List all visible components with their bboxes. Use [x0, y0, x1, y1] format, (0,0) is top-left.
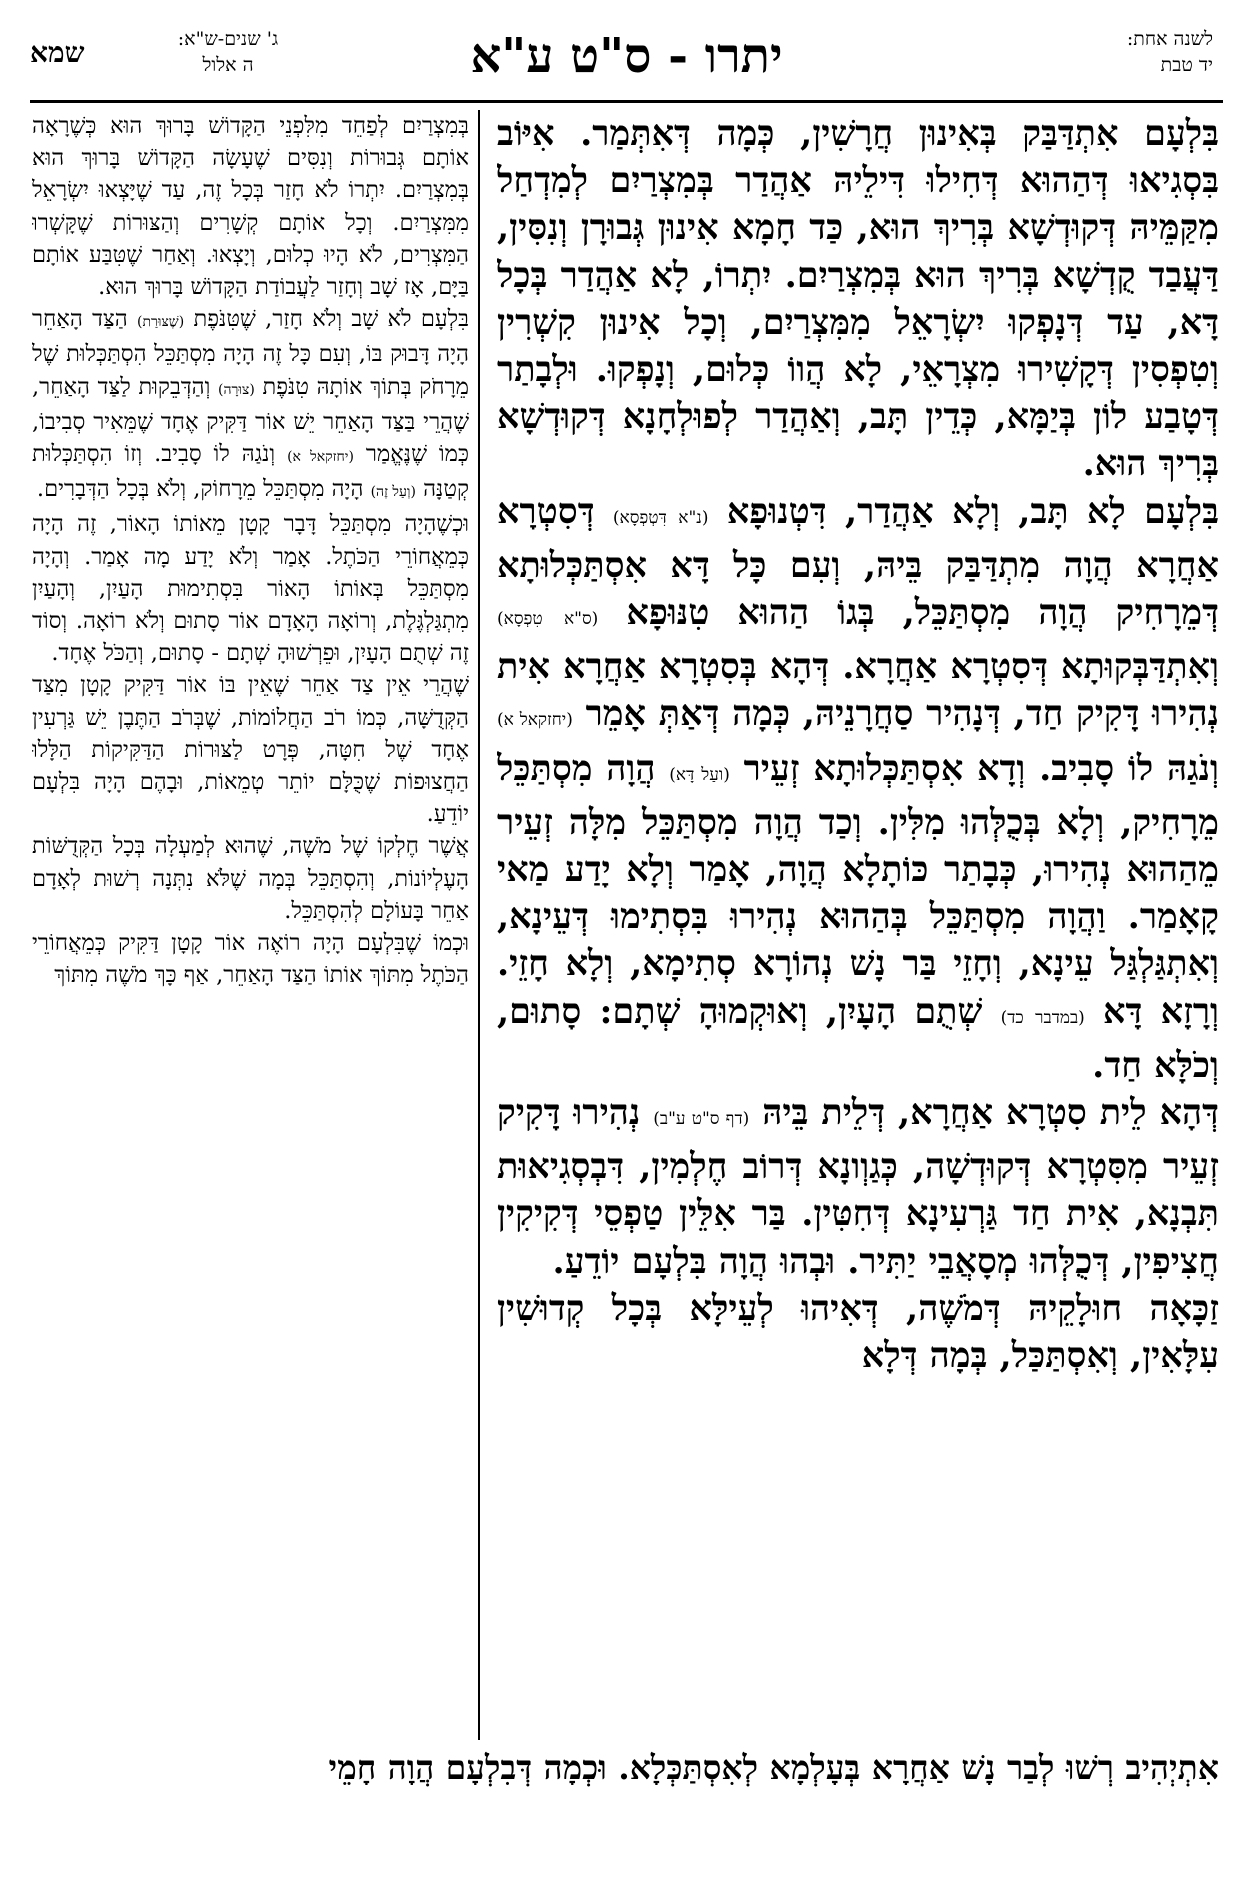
page-title: יתרו - ס"ט ע"א: [470, 28, 783, 84]
main-paragraph: [497, 1089, 1219, 1285]
variant-reading: (נ"א דִּטְפְסָא): [612, 507, 709, 528]
main-paragraph: [497, 1285, 1219, 1379]
schedule-date: ה אלול: [202, 54, 254, 76]
translation-segment: בְּמִצְרַיִם לְפַחֵד מִלִּפְנֵי הַקָּדוֹשׁ בָּרוּךְ הוּא כְּשֶׁרָאָה אוֹתָם גְּבוּרוֹת וְנִסִּים שֶׁעָשָׂה הַקָּדוֹשׁ בָּרוּךְ הוּא בְּמִצְרַיִם. יִתְרוֹ לֹא חָזַר בְּכָל זֶה, עַד שֶׁיָּצְאוּ יִשְׂרָאֵל מִמִּצְרַיִם. וְכָל אוֹתָם קְשָׁרִים וְהַצּוּרוֹת שֶׁקָּשְׁרוּ הַמִּצְרִים, לֹא הָיוּ כְלוּם, וְיָצְאוּ. וְאַחַר שֶׁטִּבַּע אוֹתָם בַּיָּם, אָז שָׁב וְחָזַר לַעֲבוֹדַת הַקָּדוֹשׁ בָּרוּךְ הוּא.: [32, 113, 469, 301]
main-text-segment: זַכָּאָה חוּלָקֵיהּ דְּמֹשֶׁה, דְּאִיהוּ לְעֵילָּא בְּכָל קְדוּשִׁין עִלָּאִין, וְאִסְתַּכַּל, בְּמָה דְּלָא: [497, 1287, 1219, 1377]
translation-segment: וְנֹגַהּ לוֹ סָבִיב. וְזוֹ הִסְתַּכְּלוּת קְטַנָּה: [32, 441, 469, 503]
translation-segment: הָיָה מִסְתַּכֵּל מֵרָחוֹק, וְלֹא בְּכָל הַדְּבָרִים.: [36, 476, 364, 503]
source-reference: (יחזקאל א): [497, 710, 573, 731]
column-divider: [478, 110, 480, 1740]
translation-column: [32, 110, 469, 1742]
main-text-column: [497, 110, 1219, 1742]
schedule-label: לשנה אחת:: [1126, 28, 1213, 50]
variant-reading: (וְעַל זֶה): [370, 484, 416, 501]
variant-reading: (ס"א טִפְסָא): [497, 609, 599, 630]
main-text-segment: דְּהָא לֵית סִטְרָא אַחֲרָא, דְּלֵית בֵּיהּ: [762, 1092, 1219, 1134]
variant-reading: (ועַל דָּא): [669, 764, 730, 785]
translation-paragraph: [32, 927, 469, 991]
main-paragraph: [497, 488, 1219, 1089]
translation-paragraph: [32, 303, 469, 508]
main-text-segment: בִּלְעָם אִתְדַּבַּק בְּאִינוּן חֲרָשִׁין, כְּמָה דְּאִתְּמַר. אִיּוֹב בִּסְגִיאוּ דְּהַהוּא דְּחִילוּ דִּילֵיהּ אַהֲדַר בְּמִצְרַיִם לְמִדְחַל מִקַּמֵּיהּ דְּקוּדְשָׁא בְּרִיךְ הוּא, כַּד חָמָא אִינוּן גְּבוּרָן וְנִסִּין, דַּעֲבַד קֻדְשָׁא בְּרִיךְ הוּא בְּמִצְרַיִם. יִתְרוֹ, לָא אַהֲדַר בְּכָל דָּא, עַד דְּנָפְקוּ יִשְׂרָאֵל מִמִּצְרַיִם, וְכָל אִינוּן קִשְׁרִין וְטִפְסִין דְּקָשִׁירוּ מִצְרָאֵי, לָא הֲווֹ כְּלוּם, וְנָפְקוּ. וּלְבָתַר דְּטָבַע לוֹן בְּיַמָּא, כְּדֵין תָּב, וְאַהֲדַר לְפוּלְחָנָא דְּקוּדְשָׁא בְּרִיךְ הוּא.: [497, 113, 1219, 485]
variant-reading: (שֶׁצּוּרַת): [137, 314, 185, 331]
main-text-segment: דְּסִטְרָא אַחֲרָא הֲוָה מִתְדַּבַּק בֵּיהּ, וְעִם כָּל דָּא אִסְתַּכְּלוּתָא דְּמֵרָחִיק הֲוָה מִסְתַּכֵּל, בְּגוֹ הַהוּא טִנּוּפָא: [497, 490, 1219, 634]
main-text-segment: הֲוָה מִסְתַּכֵּל מֵרָחִיק, וְלָא בְּכֻלְּהוּ מִלִּין. וְכַד הֲוָה מִסְתַּכֵּל מִלָּה זְעֵיר מֵהַהוּא נְהִירוּ, כְּבָתַר כּוֹתָלָא הֲוָה, אָמַר וְלָא יָדַע מַאי קָאָמַר. וַהֲוָה מִסְתַּכֵּל בְּהַהוּא נְהִירוּ בִּסְתִימוּ דְּעֵינָא, וְאִתְגַּלְגַּל עֵינָא, וְחָזֵי בַּר נָשׁ נְהוֹרָא סְתִימָא, וְלָא חָזֵי. וְרָזָא דָּא: [497, 747, 1219, 1032]
translation-paragraph: [32, 830, 469, 927]
study-schedule-three-years: [30, 26, 350, 84]
main-text-segment: נְהִירוּ דָּקִיק זְעֵיר מִסִּטְרָא דְּקוּדְשָׁה, כְּגַוְונָא דְּרוֹב חֶלְמִין, דִּבְסְגִיאוּת תִּבְנָא, אִית חַד גַּרְעִינָא דְּחִטִּין. בַּר אִלֵּין טַפְסֵי דְּקִיקִין חֲצִיפִין, דְּכֻלְּהוּ מְסָאֲבֵי יַתִּיר. וּבְהוּ הֲוָה בִּלְעָם יוֹדֵעַ.: [497, 1092, 1219, 1282]
translation-segment: הַצַּד הָאַחֵר הָיָה דָּבוּק בּוֹ, וְעִם כָּל זֶה הָיָה מִסְתַּכֵּל הִסְתַּכְּלוּת שֶׁל מֵרָחֹק בְּתוֹךְ אוֹתָהּ טִנֹּפֶת: [32, 306, 469, 400]
translation-paragraph: [32, 110, 469, 303]
main-text-segment: וְאִתְדַּבְּקוּתָא דְּסִטְרָא אַחֲרָא. דְּהָא בְּסִטְרָא אַחֲרָא אִית נְהִירוּ דָּקִיק חַד, דְּנָהִיר סַחֲרָנֵיהּ, כְּמָה דְּאַתְּ אָמֵר: [497, 646, 1219, 735]
main-text-segment: שְׁתֻם הָעָיִן, וְאוּקְמוּהָ שְׁתָם: סָתוּם, וְכֹלָּא חַד.: [497, 990, 1219, 1086]
source-reference: (יחזקאל א): [287, 449, 354, 466]
page-number: שמא: [30, 36, 85, 69]
translation-segment: שֶׁהֲרֵי אֵין צַד אַחֵר שֶׁאֵין בּוֹ אוֹר דַּקִּיק קָטָן מִצַּד הַקְּדֻשָּׁה, כְּמוֹ רֹב הַחֲלוֹמוֹת, שֶׁבְּרֹב הַתֶּבֶן יֵשׁ גַּרְעִין אֶחָד שֶׁל חִטָּה, פְּרָט לַצּוּרוֹת הַדַּקִּיקוֹת הַלָּלוּ הַחֲצוּפוֹת שֶׁכֻּלָּם יוֹתֵר טְמֵאוֹת, וּבָהֶם הָיָה בִּלְעָם יוֹדֵעַ.: [32, 672, 469, 828]
source-reference: (במדבר כד): [1000, 1007, 1085, 1028]
main-paragraph: [497, 110, 1219, 488]
schedule-label: ג' שנים-ש"א:: [177, 28, 279, 50]
page-reference: (דף ס"ט ע"ב): [653, 1109, 750, 1130]
schedule-date: יד טבת: [1160, 54, 1213, 76]
page-header: [30, 26, 1223, 104]
translation-segment: בִּלְעָם לֹא שָׁב וְלֹא חָזַר, שֶׁטִּנֹּפֶת: [193, 306, 469, 333]
variant-reading: (צוּרָה): [218, 381, 255, 398]
translation-segment: וּכְמוֹ שֶׁבִּלְעָם הָיָה רוֹאֶה אוֹר קָטָן דַּקִּיק כְּמֵאֲחוֹרֵי הַכֹּתֶל מִתּוֹךְ אוֹתוֹ הַצַּד הָאַחֵר, אַף כָּךְ מֹשֶׁה מִתּוֹךְ: [32, 930, 469, 989]
full-width-bottom-line: אִתְיְהִיב רְשׁוּ לְבַר נָשׁ אַחֲרָא בְּעָלְמָא לְאִסְתַּכְּלָא. וּכְמָה דְּבִלְעָם הֲוָה חָמֵי: [328, 1748, 1219, 1787]
translation-segment: וּכְשֶׁהָיָה מִסְתַּכֵּל דָּבָר קָטָן מֵאוֹתוֹ הָאוֹר, זֶה הָיָה כְּמֵאֲחוֹרֵי הַכֹּתֶל. אָמַר וְלֹא יָדַע מָה אָמַר. וְהָיָה מִסְתַּכֵּל בְּאוֹתוֹ הָאוֹר בִּסְתִימוּת הָעַיִן, וְהָעַיִן מִתְגַּלְגֶּלֶת, וְרוֹאָה הָאָדָם אוֹר סָתוּם וְלֹא רוֹאָה. וְסוֹד זֶה שְׁתֻם הָעָיִן, וּפֵרְשׁוּהָ שְׁתָם - סָתוּם, וְהַכֹּל אֶחָד.: [32, 511, 469, 667]
header-rule: [30, 100, 1223, 103]
main-text-segment: בִּלְעָם לָא תָּב, וְלָא אַהֲדַר, דִּטְנוּפָא: [726, 490, 1219, 532]
translation-segment: אֲשֶׁר חֶלְקוֹ שֶׁל מֹשֶׁה, שֶׁהוּא לְמַעְלָה בְּכָל הַקְּדֻשּׁוֹת הָעֶלְיוֹנוֹת, וְהִסְתַּכֵּל בְּמָה שֶׁלֹּא נִתְּנָה רְשׁוּת לְאָדָם אַחֵר בָּעוֹלָם לְהִסְתַּכֵּל.: [32, 833, 469, 924]
translation-segment: וְהַדְּבֵקוּת לַצַּד הָאַחֵר, שֶׁהֲרֵי בַּצַּד הָאַחֵר יֵשׁ אוֹר דַּקִּיק אֶחָד שֶׁמֵּאִיר סְבִיבוֹ, כְּמוֹ שֶׁנֶּאֱמַר: [32, 373, 469, 468]
main-text-segment: וְנֹגַהּ לוֹ סָבִיב. וְדָא אִסְתַּכְּלוּתָא זְעֵיר: [743, 747, 1219, 789]
translation-paragraph: [32, 508, 469, 669]
translation-paragraph: [32, 669, 469, 830]
